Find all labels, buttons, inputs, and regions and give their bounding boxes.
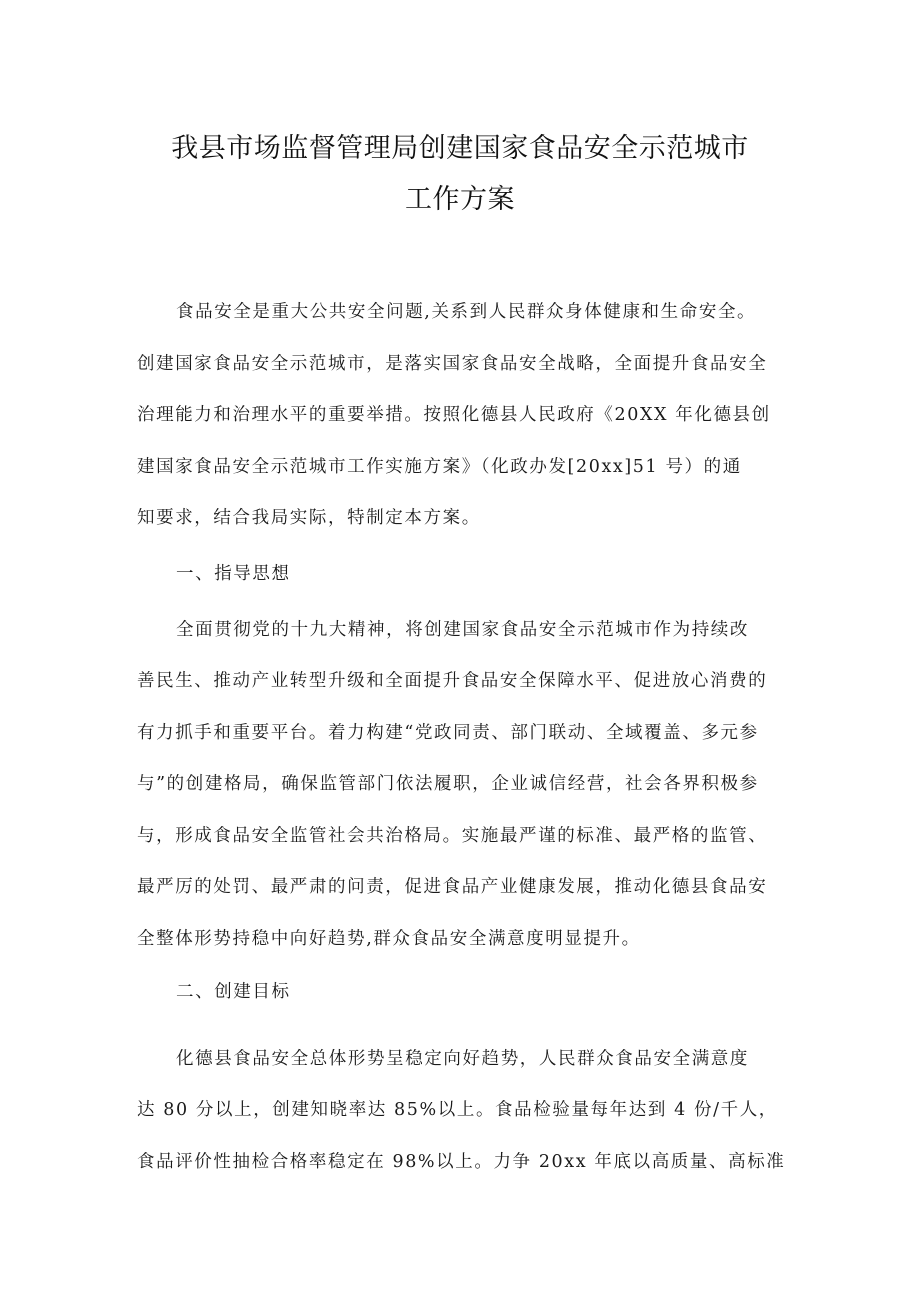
document-title-line-1: 我县市场监督管理局创建国家食品安全示范城市 (171, 133, 749, 164)
intro-line: 创建国家食品安全示范城市，是落实国家食品安全战略，全面提升食品安全 (137, 354, 768, 374)
section1-line: 与，形成食品安全监管社会共治格局。实施最严谨的标准、最严格的监管、 (137, 826, 768, 846)
section1-line: 有力抓手和重要平台。着力构建“党政同责、部门联动、全域覆盖、多元参 (137, 723, 759, 743)
section1-line: 全面贯彻党的十九大精神，将创建国家食品安全示范城市作为持续改 (176, 620, 749, 640)
section-heading-guiding-thought: 一、指导思想 (176, 564, 291, 584)
intro-line: 建国家食品安全示范城市工作实施方案》（化政办发[20xx]51 号）的通 (137, 457, 742, 477)
section1-line: 全整体形势持稳中向好趋势,群众食品安全满意度明显提升。 (137, 929, 641, 949)
section1-line: 最严厉的处罚、最严肃的问责，促进食品产业健康发展，推动化德县食品安 (137, 877, 768, 897)
section2-line: 食品评价性抽检合格率稳定在 98%以上。力争 20xx 年底以高质量、高标准 (137, 1152, 786, 1172)
intro-line: 食品安全是重大公共安全问题,关系到人民群众身体健康和生命安全。 (176, 302, 757, 322)
document-title-line-2: 工作方案 (405, 184, 515, 215)
intro-line: 知要求，结合我局实际，特制定本方案。 (137, 508, 481, 528)
section2-line: 化德县食品安全总体形势呈稳定向好趋势，人民群众食品安全满意度 (176, 1049, 749, 1069)
intro-line: 治理能力和治理水平的重要举措。按照化德县人民政府《20XX 年化德县创 (137, 405, 771, 425)
section1-line: 与”的创建格局，确保监管部门依法履职，企业诚信经营，社会各界积极参 (137, 774, 759, 794)
section-heading-goals: 二、创建目标 (176, 982, 291, 1002)
section2-line: 达 80 分以上，创建知晓率达 85%以上。食品检验量每年达到 4 份/千人， (137, 1100, 778, 1120)
section1-line: 善民生、推动产业转型升级和全面提升食品安全保障水平、促进放心消费的 (137, 671, 768, 691)
